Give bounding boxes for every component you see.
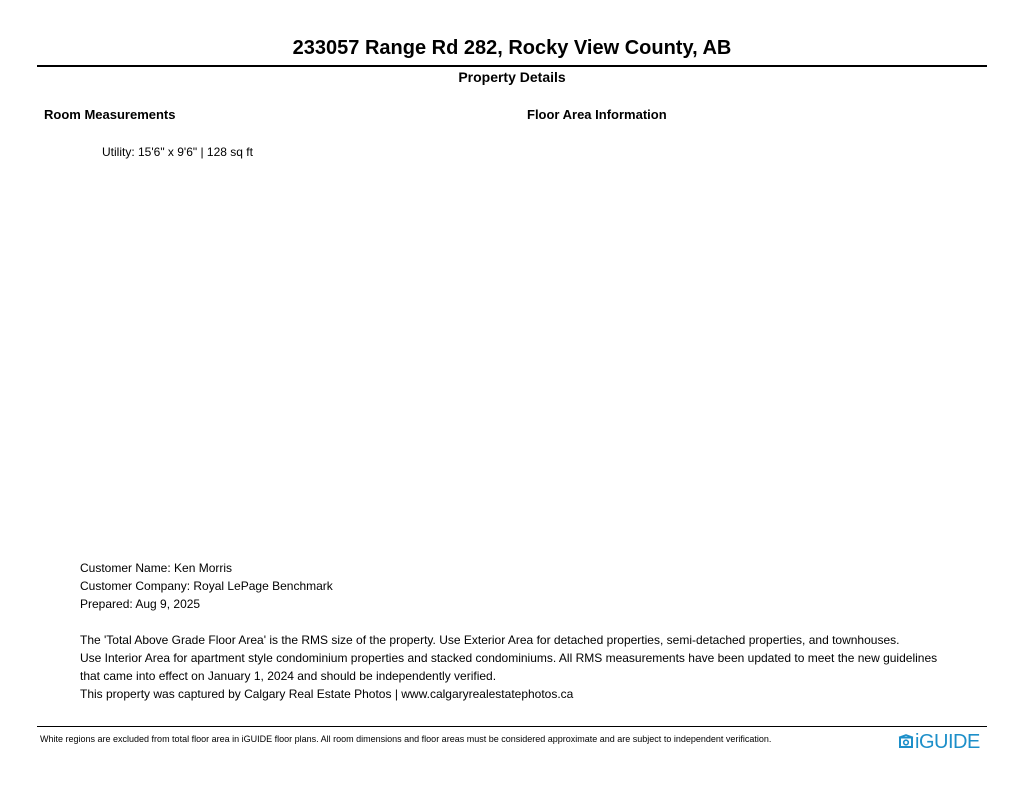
note-line: The 'Total Above Grade Floor Area' is the RMS size of the property. Use Exterior Area for detached properties, semi-detached properties, and townhouses. [80, 633, 900, 647]
notes [80, 631, 960, 703]
footer-disclaimer: White regions are excluded from total floor area in iGUIDE floor plans. All room dimensions and floor areas must be considered approximate and are subject to independent verification. [40, 734, 772, 744]
note-line: that came into effect on January 1, 2024 and should be independently verified. [80, 669, 497, 683]
iguide-logo-icon [898, 734, 914, 750]
header-divider [37, 65, 987, 67]
logo-text: iGUIDE [915, 731, 980, 753]
page-subtitle: Property Details [458, 69, 566, 85]
room-measurements-heading: Room Measurements [44, 107, 176, 122]
floor-area-heading: Floor Area Information [527, 107, 667, 122]
page-title: 233057 Range Rd 282, Rocky View County, AB [292, 37, 732, 59]
room-item: Utility: 15'6" x 9'6" | 128 sq ft [102, 145, 253, 159]
customer-company: Customer Company: Royal LePage Benchmark [80, 579, 333, 593]
footer-divider [37, 726, 987, 727]
iguide-logo [898, 730, 980, 754]
prepared-date: Prepared: Aug 9, 2025 [80, 597, 201, 611]
customer-info [80, 559, 333, 613]
capture-credit: This property was captured by Calgary Real Estate Photos | www.calgaryrealestatephotos.ca [80, 687, 574, 701]
note-line: Use Interior Area for apartment style condominium properties and stacked condominiums. All RMS measurements have been updated to meet the new guidelines [80, 651, 938, 665]
customer-name: Customer Name: Ken Morris [80, 561, 233, 575]
room-list [102, 144, 253, 160]
